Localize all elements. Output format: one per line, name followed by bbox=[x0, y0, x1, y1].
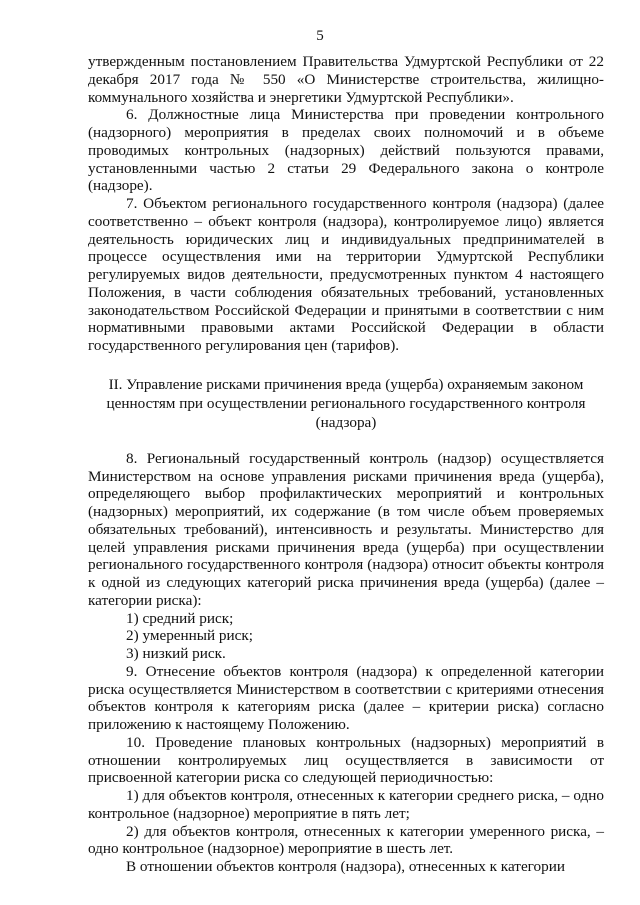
section-heading: II. Управление рисками причинения вреда (ущерба) охраняемым законом ценностям при осуществлении регионального государственного контроля (надзора) bbox=[106, 375, 586, 431]
paragraph-6: 6. Должностные лица Министерства при проведении контрольного (надзорного) мероприятия в пределах своих полномочий и в объеме проводимых контрольных (надзорных) действий пользуются правами, установленными частью 2 статьи 29 Федерального закона о контроле (надзоре). bbox=[88, 106, 604, 195]
paragraph-intro: утвержденным постановлением Правительства Удмуртской Республики от 22 декабря 2017 года № 550 «О Министерстве строительства, жилищно-коммунального хозяйства и энергетики Удмуртской Республики». bbox=[88, 53, 604, 106]
page-number: 5 bbox=[316, 28, 324, 44]
paragraph-8: 8. Региональный государственный контроль (надзор) осуществляется Министерством на основе управления рисками причинения вреда (ущерба), определяющего выбор профилактических мероприятий и контрольных (надзорных) мероприятий, их содержание (в том числе объем проверяемых обязательных требований), интенсивность и результаты. Министерство для целей управления рисками причинения вреда (ущерба) при осуществлении регионального государственного контроля (надзора) относит объекты контроля к одной из следующих категорий риска причинения вреда (ущерба) (далее – категории риска): bbox=[88, 449, 604, 609]
risk-category-1: 1) средний риск; bbox=[126, 609, 234, 627]
paragraph-last: В отношении объектов контроля (надзора), отнесенных к категории bbox=[126, 858, 565, 875]
document-body bbox=[88, 53, 604, 876]
paragraph-10: 10. Проведение плановых контрольных (надзорных) мероприятий в отношении контролируемых лиц осуществляется в зависимости от присвоенной категории риска со следующей периодичностью: bbox=[88, 733, 604, 787]
paragraph-7: 7. Объектом регионального государственного контроля (надзора) (далее соответственно – объект контроля (надзора), контролируемое лицо) является деятельность юридических лиц и индивидуальных предпринимателей в процессе осуществления ими на территории Удмуртской Республики регулируемых видов деятельности, предусмотренных пунктом 4 настоящего Положения, в части соблюдения обязательных требований, установленных законодательством Российской Федерации и принятыми в соответствии с ним нормативными правовыми актами Российской Федерации в области государственного регулирования цен (тарифов). bbox=[88, 195, 604, 354]
risk-category-3: 3) низкий риск. bbox=[126, 645, 226, 662]
periodicity-item-2: 2) для объектов контроля, отнесенных к категории умеренного риска, – одно контрольное (надзорное) мероприятие в шесть лет. bbox=[88, 822, 604, 858]
paragraph-9: 9. Отнесение объектов контроля (надзора) к определенной категории риска осуществляется Министерством в соответствии с критериями отнесения объектов контроля к категориям риска (далее – критерии риска) согласно приложению к настоящему Положению. bbox=[88, 662, 604, 733]
periodicity-item-1: 1) для объектов контроля, отнесенных к категории среднего риска, – одно контрольное (надзорное) мероприятие в пять лет; bbox=[88, 787, 604, 822]
risk-category-2: 2) умеренный риск; bbox=[126, 627, 253, 645]
